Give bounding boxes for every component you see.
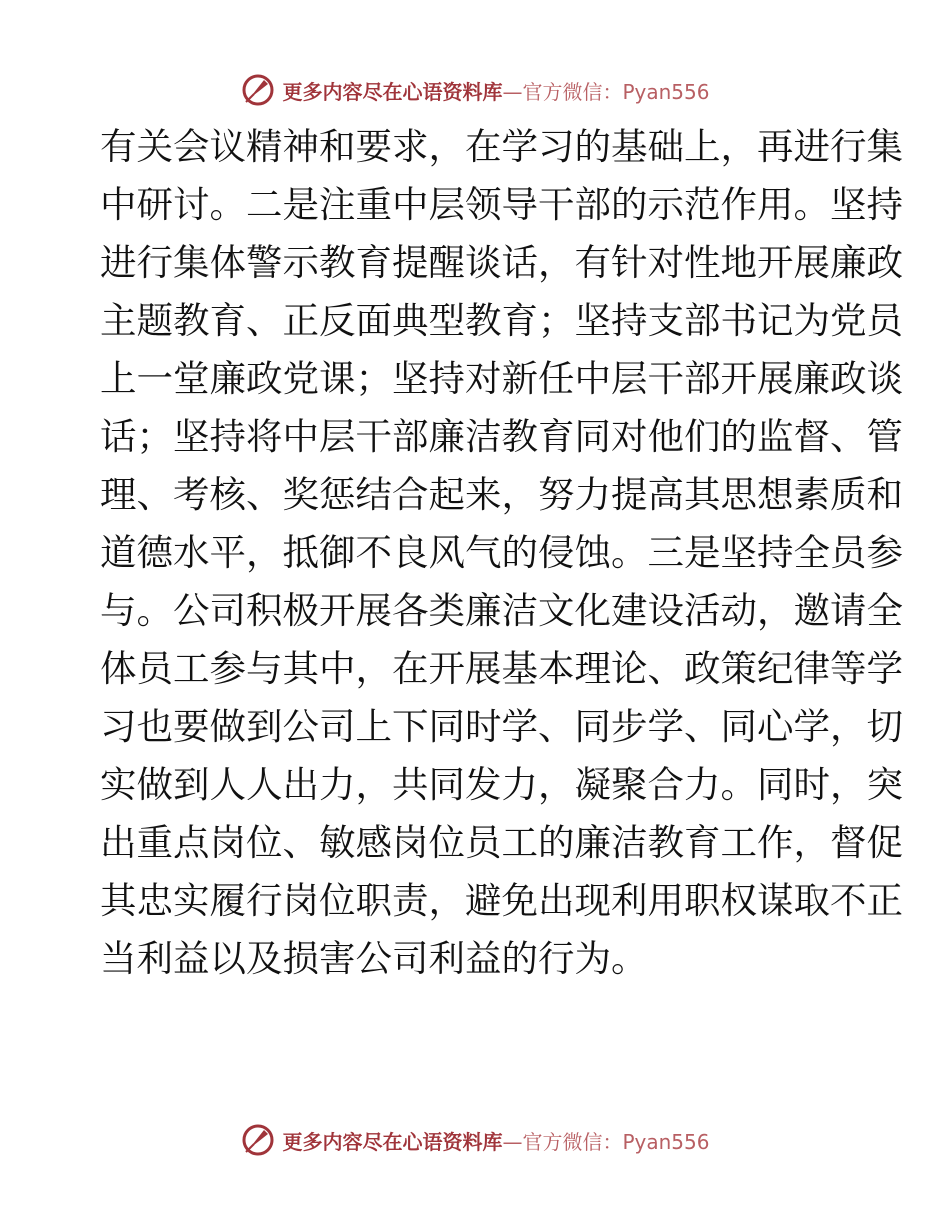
text-line: 与。公司积极开展各类廉洁文化建设活动，邀请全: [100, 589, 903, 632]
text-line: 道德水平，抵御不良风气的侵蚀。三是坚持全员参: [100, 531, 903, 574]
text-line: 实做到人人出力，共同发力，凝聚合力。同时，突: [100, 763, 903, 806]
footer-site-text: 更多内容尽在心语资料库: [282, 1129, 503, 1154]
text-line: 出重点岗位、敏感岗位员工的廉洁教育工作，督促: [100, 821, 903, 864]
header-wechat-text: —官方微信：Pyan556: [502, 79, 710, 104]
header-banner: [0, 70, 950, 110]
quill-logo-icon: [240, 72, 276, 108]
header-site-text: 更多内容尽在心语资料库: [282, 79, 503, 104]
text-line: 中研讨。二是注重中层领导干部的示范作用。坚持: [100, 183, 903, 226]
quill-logo-icon: [240, 1122, 276, 1158]
text-line: 其忠实履行岗位职责，避免出现利用职权谋取不正: [100, 879, 903, 922]
text-line: 习也要做到公司上下同时学、同步学、同心学，切: [100, 705, 903, 748]
footer-wechat-text: —官方微信：Pyan556: [502, 1129, 710, 1154]
text-line: 有关会议精神和要求，在学习的基础上，再进行集: [100, 125, 903, 168]
text-line: 体员工参与其中，在开展基本理论、政策纪律等学: [100, 647, 903, 690]
text-line: 话；坚持将中层干部廉洁教育同对他们的监督、管: [100, 415, 903, 458]
text-line: 进行集体警示教育提醒谈话，有针对性地开展廉政: [100, 241, 903, 284]
text-line: 理、考核、奖惩结合起来，努力提高其思想素质和: [100, 473, 903, 516]
document-body: [100, 118, 903, 988]
text-line: 当利益以及损害公司利益的行为。: [100, 937, 648, 980]
text-line: 上一堂廉政党课；坚持对新任中层干部开展廉政谈: [100, 357, 903, 400]
footer-banner: [0, 1120, 950, 1160]
text-line: 主题教育、正反面典型教育；坚持支部书记为党员: [100, 299, 903, 342]
